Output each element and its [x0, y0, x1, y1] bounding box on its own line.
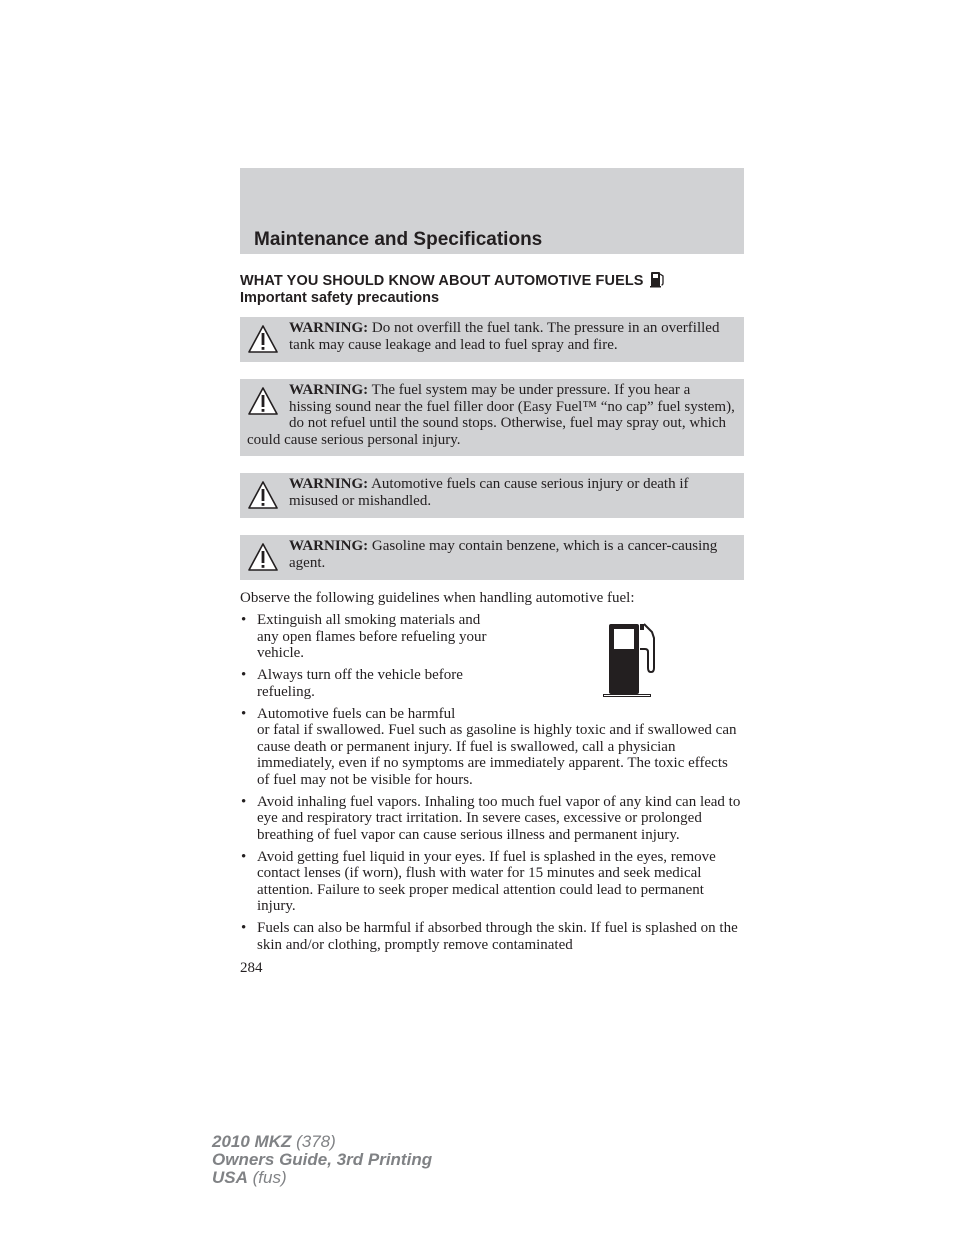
warning-label: WARNING: [289, 476, 369, 492]
fuel-pump-icon [648, 269, 668, 293]
warning-triangle-icon [247, 480, 279, 510]
warning-triangle-icon [247, 324, 279, 354]
fuel-pump-icon [600, 620, 664, 700]
warning-text: Do not overfill the fuel tank. The pressure in an overfilled tank may cause leakage and lead to fuel spray and fire. [289, 320, 720, 353]
warning-text: The fuel system may be under pressure. If you hear a hissing sound near the fuel filler door (Easy Fuel™ “no cap” fuel system), do not refuel until the sound stops. Otherwise, fuel may spray out, which could cause serious personal injury. [247, 382, 735, 448]
footer-model-code: (378) [291, 1132, 336, 1151]
page-title: Maintenance and Specifications [254, 229, 543, 250]
list-item: • Fuels can also be harmful if absorbed through the skin. If fuel is splashed on the skin and/or clothing, promptly remove contaminated [240, 920, 744, 953]
warning-text: Automotive fuels can cause serious injury or death if misused or mishandled. [289, 476, 689, 509]
footer [212, 1133, 432, 1187]
warning-box [240, 535, 744, 580]
footer-market-code: (fus) [247, 1168, 287, 1187]
list-item: • Always turn off the vehicle before refueling. [240, 667, 497, 700]
warning-box [240, 379, 744, 456]
page-number: 284 [240, 960, 263, 976]
list-item [240, 706, 744, 789]
guideline-list [240, 612, 744, 959]
footer-market: USA [212, 1168, 248, 1187]
warning-label: WARNING: [289, 382, 369, 398]
list-item: • Extinguish all smoking materials and any open flames before refueling your vehicle. [240, 612, 497, 662]
warning-box [240, 317, 744, 362]
sub-heading: Important safety precautions [240, 290, 440, 306]
warning-triangle-icon [247, 542, 279, 572]
footer-model: 2010 MKZ [212, 1132, 292, 1151]
warning-box [240, 473, 744, 518]
header-band [240, 168, 744, 254]
warning-triangle-icon [247, 386, 279, 416]
list-item: • Avoid inhaling fuel vapors. Inhaling too much fuel vapor of any kind can lead to eye and respiratory tract irritation. In severe cases, excessive or prolonged breathing of fuel vapor can cause serious illness and permanent injury. [240, 794, 744, 844]
list-item-continuation: or fatal if swallowed. Fuel such as gasoline is highly toxic and if swallowed can cause death or permanent injury. If fuel is swallowed, call a physician immediately, even if no symptoms are immediately apparent. The toxic effects of fuel may not be visible for hours. [257, 722, 737, 788]
section-heading-text: WHAT YOU SHOULD KNOW ABOUT AUTOMOTIVE FUELS [240, 273, 644, 289]
list-item-first-line: • Automotive fuels can be harmful [257, 705, 456, 722]
warning-label: WARNING: [289, 538, 369, 554]
list-item: • Avoid getting fuel liquid in your eyes. If fuel is splashed in the eyes, remove contact lenses (if worn), flush with water for 15 minutes and seek medical attention. Failure to seek proper medical attention could lead to permanent injury. [240, 849, 744, 915]
warning-text: Gasoline may contain benzene, which is a cancer-causing agent. [289, 538, 718, 571]
intro-paragraph: Observe the following guidelines when handling automotive fuel: [240, 590, 635, 606]
warning-label: WARNING: [289, 320, 369, 336]
footer-guide: Owners Guide, 3rd Printing [212, 1150, 433, 1169]
